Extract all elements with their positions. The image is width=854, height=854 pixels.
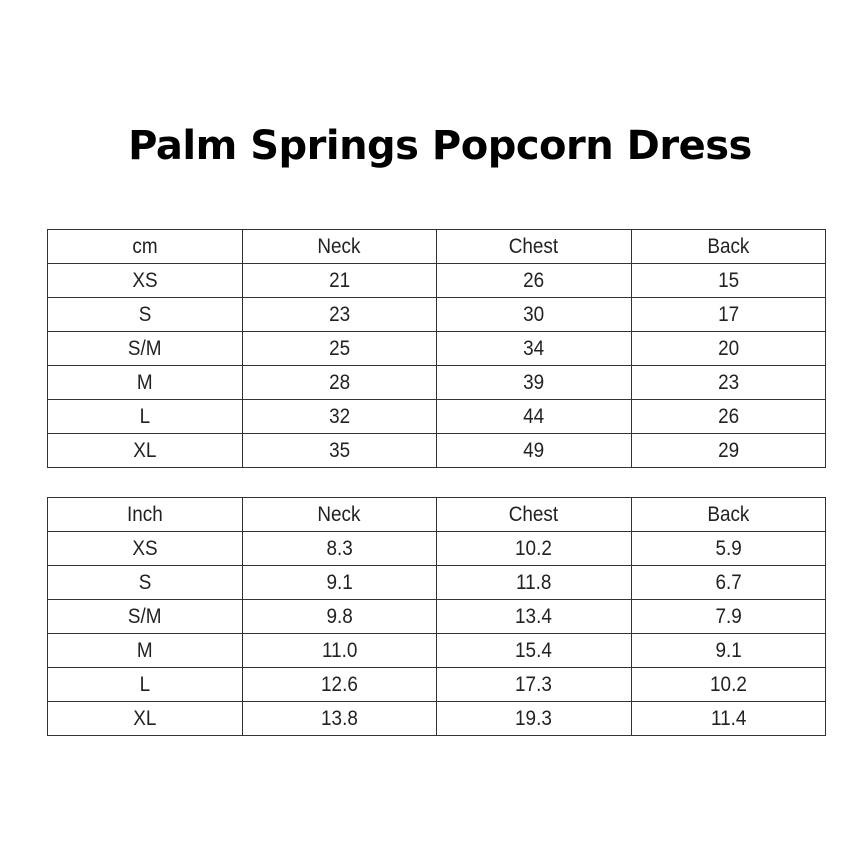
measurement-value: 34 bbox=[523, 337, 545, 360]
measurement-value: 13.4 bbox=[515, 605, 553, 628]
measurement-cell bbox=[631, 400, 826, 434]
table-body bbox=[48, 498, 826, 736]
measurement-cell bbox=[242, 264, 437, 298]
measurement-cell bbox=[631, 668, 826, 702]
measurement-value: 7.9 bbox=[715, 605, 742, 628]
measurement-cell bbox=[437, 434, 632, 468]
size-label-cell bbox=[48, 600, 243, 634]
measurement-value: 30 bbox=[523, 303, 545, 326]
measurement-cell bbox=[631, 532, 826, 566]
column-header-label: Chest bbox=[509, 503, 559, 526]
measurement-cell bbox=[437, 366, 632, 400]
size-label-cell bbox=[48, 668, 243, 702]
measurement-cell bbox=[242, 366, 437, 400]
measurement-cell bbox=[437, 264, 632, 298]
column-header-label: Chest bbox=[509, 235, 559, 258]
measurement-cell bbox=[631, 332, 826, 366]
size-label-cell bbox=[48, 366, 243, 400]
measurement-cell bbox=[437, 566, 632, 600]
measurement-value: 17 bbox=[717, 303, 739, 326]
measurement-cell bbox=[437, 298, 632, 332]
measurement-cell bbox=[631, 298, 826, 332]
column-header-label: Back bbox=[707, 235, 750, 258]
page-title: Palm Springs Popcorn Dress bbox=[128, 123, 752, 169]
column-header bbox=[437, 230, 632, 264]
size-label: L bbox=[139, 405, 151, 428]
measurement-cell bbox=[242, 702, 437, 736]
measurement-value: 13.8 bbox=[320, 707, 358, 730]
size-label: XS bbox=[132, 537, 158, 560]
measurement-value: 6.7 bbox=[715, 571, 742, 594]
size-label: S bbox=[138, 303, 152, 326]
size-label-cell bbox=[48, 566, 243, 600]
table-row bbox=[48, 600, 826, 634]
measurement-value: 9.8 bbox=[326, 605, 353, 628]
measurement-value: 21 bbox=[328, 269, 350, 292]
table-row bbox=[48, 566, 826, 600]
size-label-cell bbox=[48, 702, 243, 736]
column-header-label: cm bbox=[132, 235, 158, 258]
measurement-cell bbox=[437, 532, 632, 566]
column-header bbox=[631, 230, 826, 264]
size-label: S/M bbox=[127, 605, 162, 628]
measurement-cell bbox=[242, 600, 437, 634]
size-label: S/M bbox=[127, 337, 162, 360]
measurement-cell bbox=[242, 532, 437, 566]
measurement-value: 11.4 bbox=[710, 707, 746, 730]
measurement-value: 49 bbox=[523, 439, 545, 462]
size-label: S bbox=[138, 571, 152, 594]
measurement-value: 28 bbox=[328, 371, 350, 394]
table-header-row bbox=[48, 498, 826, 532]
measurement-value: 23 bbox=[328, 303, 350, 326]
measurement-cell bbox=[437, 668, 632, 702]
measurement-cell bbox=[242, 434, 437, 468]
size-label: L bbox=[139, 673, 151, 696]
table-row bbox=[48, 332, 826, 366]
measurement-cell bbox=[631, 566, 826, 600]
measurement-value: 26 bbox=[523, 269, 545, 292]
size-label: M bbox=[136, 371, 153, 394]
measurement-cell bbox=[631, 434, 826, 468]
measurement-cell bbox=[631, 264, 826, 298]
measurement-value: 35 bbox=[328, 439, 350, 462]
measurement-value: 10.2 bbox=[515, 537, 553, 560]
measurement-value: 17.3 bbox=[515, 673, 553, 696]
measurement-cell bbox=[437, 600, 632, 634]
size-label-cell bbox=[48, 434, 243, 468]
measurement-value: 11.0 bbox=[321, 639, 357, 662]
table-row bbox=[48, 366, 826, 400]
measurement-cell bbox=[437, 332, 632, 366]
measurement-value: 25 bbox=[328, 337, 350, 360]
measurement-value: 39 bbox=[523, 371, 545, 394]
measurement-cell bbox=[242, 400, 437, 434]
table-body bbox=[48, 230, 826, 468]
size-label-cell bbox=[48, 332, 243, 366]
size-label-cell bbox=[48, 634, 243, 668]
measurement-cell bbox=[437, 634, 632, 668]
measurement-cell bbox=[242, 298, 437, 332]
measurement-value: 8.3 bbox=[326, 537, 353, 560]
size-label-cell bbox=[48, 264, 243, 298]
column-header bbox=[48, 498, 243, 532]
measurement-cell bbox=[242, 668, 437, 702]
measurement-value: 44 bbox=[523, 405, 545, 428]
table-row bbox=[48, 264, 826, 298]
size-table-inch bbox=[47, 497, 826, 736]
measurement-value: 15.4 bbox=[515, 639, 553, 662]
measurement-cell bbox=[242, 634, 437, 668]
table-row bbox=[48, 434, 826, 468]
measurement-value: 23 bbox=[717, 371, 739, 394]
measurement-cell bbox=[242, 566, 437, 600]
measurement-value: 9.1 bbox=[326, 571, 353, 594]
column-header-label: Neck bbox=[317, 503, 361, 526]
measurement-cell bbox=[242, 332, 437, 366]
measurement-value: 5.9 bbox=[715, 537, 742, 560]
measurement-cell bbox=[437, 400, 632, 434]
table-header-row bbox=[48, 230, 826, 264]
column-header bbox=[242, 230, 437, 264]
column-header-label: Neck bbox=[317, 235, 361, 258]
table-row bbox=[48, 668, 826, 702]
measurement-cell bbox=[631, 702, 826, 736]
table-row bbox=[48, 532, 826, 566]
measurement-value: 12.6 bbox=[320, 673, 358, 696]
measurement-value: 9.1 bbox=[715, 639, 742, 662]
size-table-cm bbox=[47, 229, 826, 468]
table-row bbox=[48, 702, 826, 736]
size-label: XS bbox=[132, 269, 158, 292]
measurement-cell bbox=[631, 366, 826, 400]
table-row bbox=[48, 634, 826, 668]
measurement-value: 19.3 bbox=[515, 707, 553, 730]
table-row bbox=[48, 298, 826, 332]
column-header-label: Back bbox=[707, 503, 750, 526]
column-header bbox=[242, 498, 437, 532]
measurement-value: 15 bbox=[717, 269, 739, 292]
measurement-cell bbox=[437, 702, 632, 736]
measurement-cell bbox=[631, 600, 826, 634]
measurement-value: 20 bbox=[717, 337, 739, 360]
size-label: XL bbox=[133, 707, 157, 730]
column-header-label: Inch bbox=[126, 503, 163, 526]
measurement-value: 29 bbox=[717, 439, 739, 462]
column-header bbox=[48, 230, 243, 264]
size-label-cell bbox=[48, 400, 243, 434]
measurement-value: 32 bbox=[328, 405, 350, 428]
column-header bbox=[631, 498, 826, 532]
measurement-value: 11.8 bbox=[516, 571, 552, 594]
size-label-cell bbox=[48, 298, 243, 332]
size-label: XL bbox=[133, 439, 157, 462]
measurement-value: 10.2 bbox=[709, 673, 747, 696]
size-label: M bbox=[136, 639, 153, 662]
measurement-value: 26 bbox=[717, 405, 739, 428]
table-row bbox=[48, 400, 826, 434]
column-header bbox=[437, 498, 632, 532]
size-label-cell bbox=[48, 532, 243, 566]
measurement-cell bbox=[631, 634, 826, 668]
